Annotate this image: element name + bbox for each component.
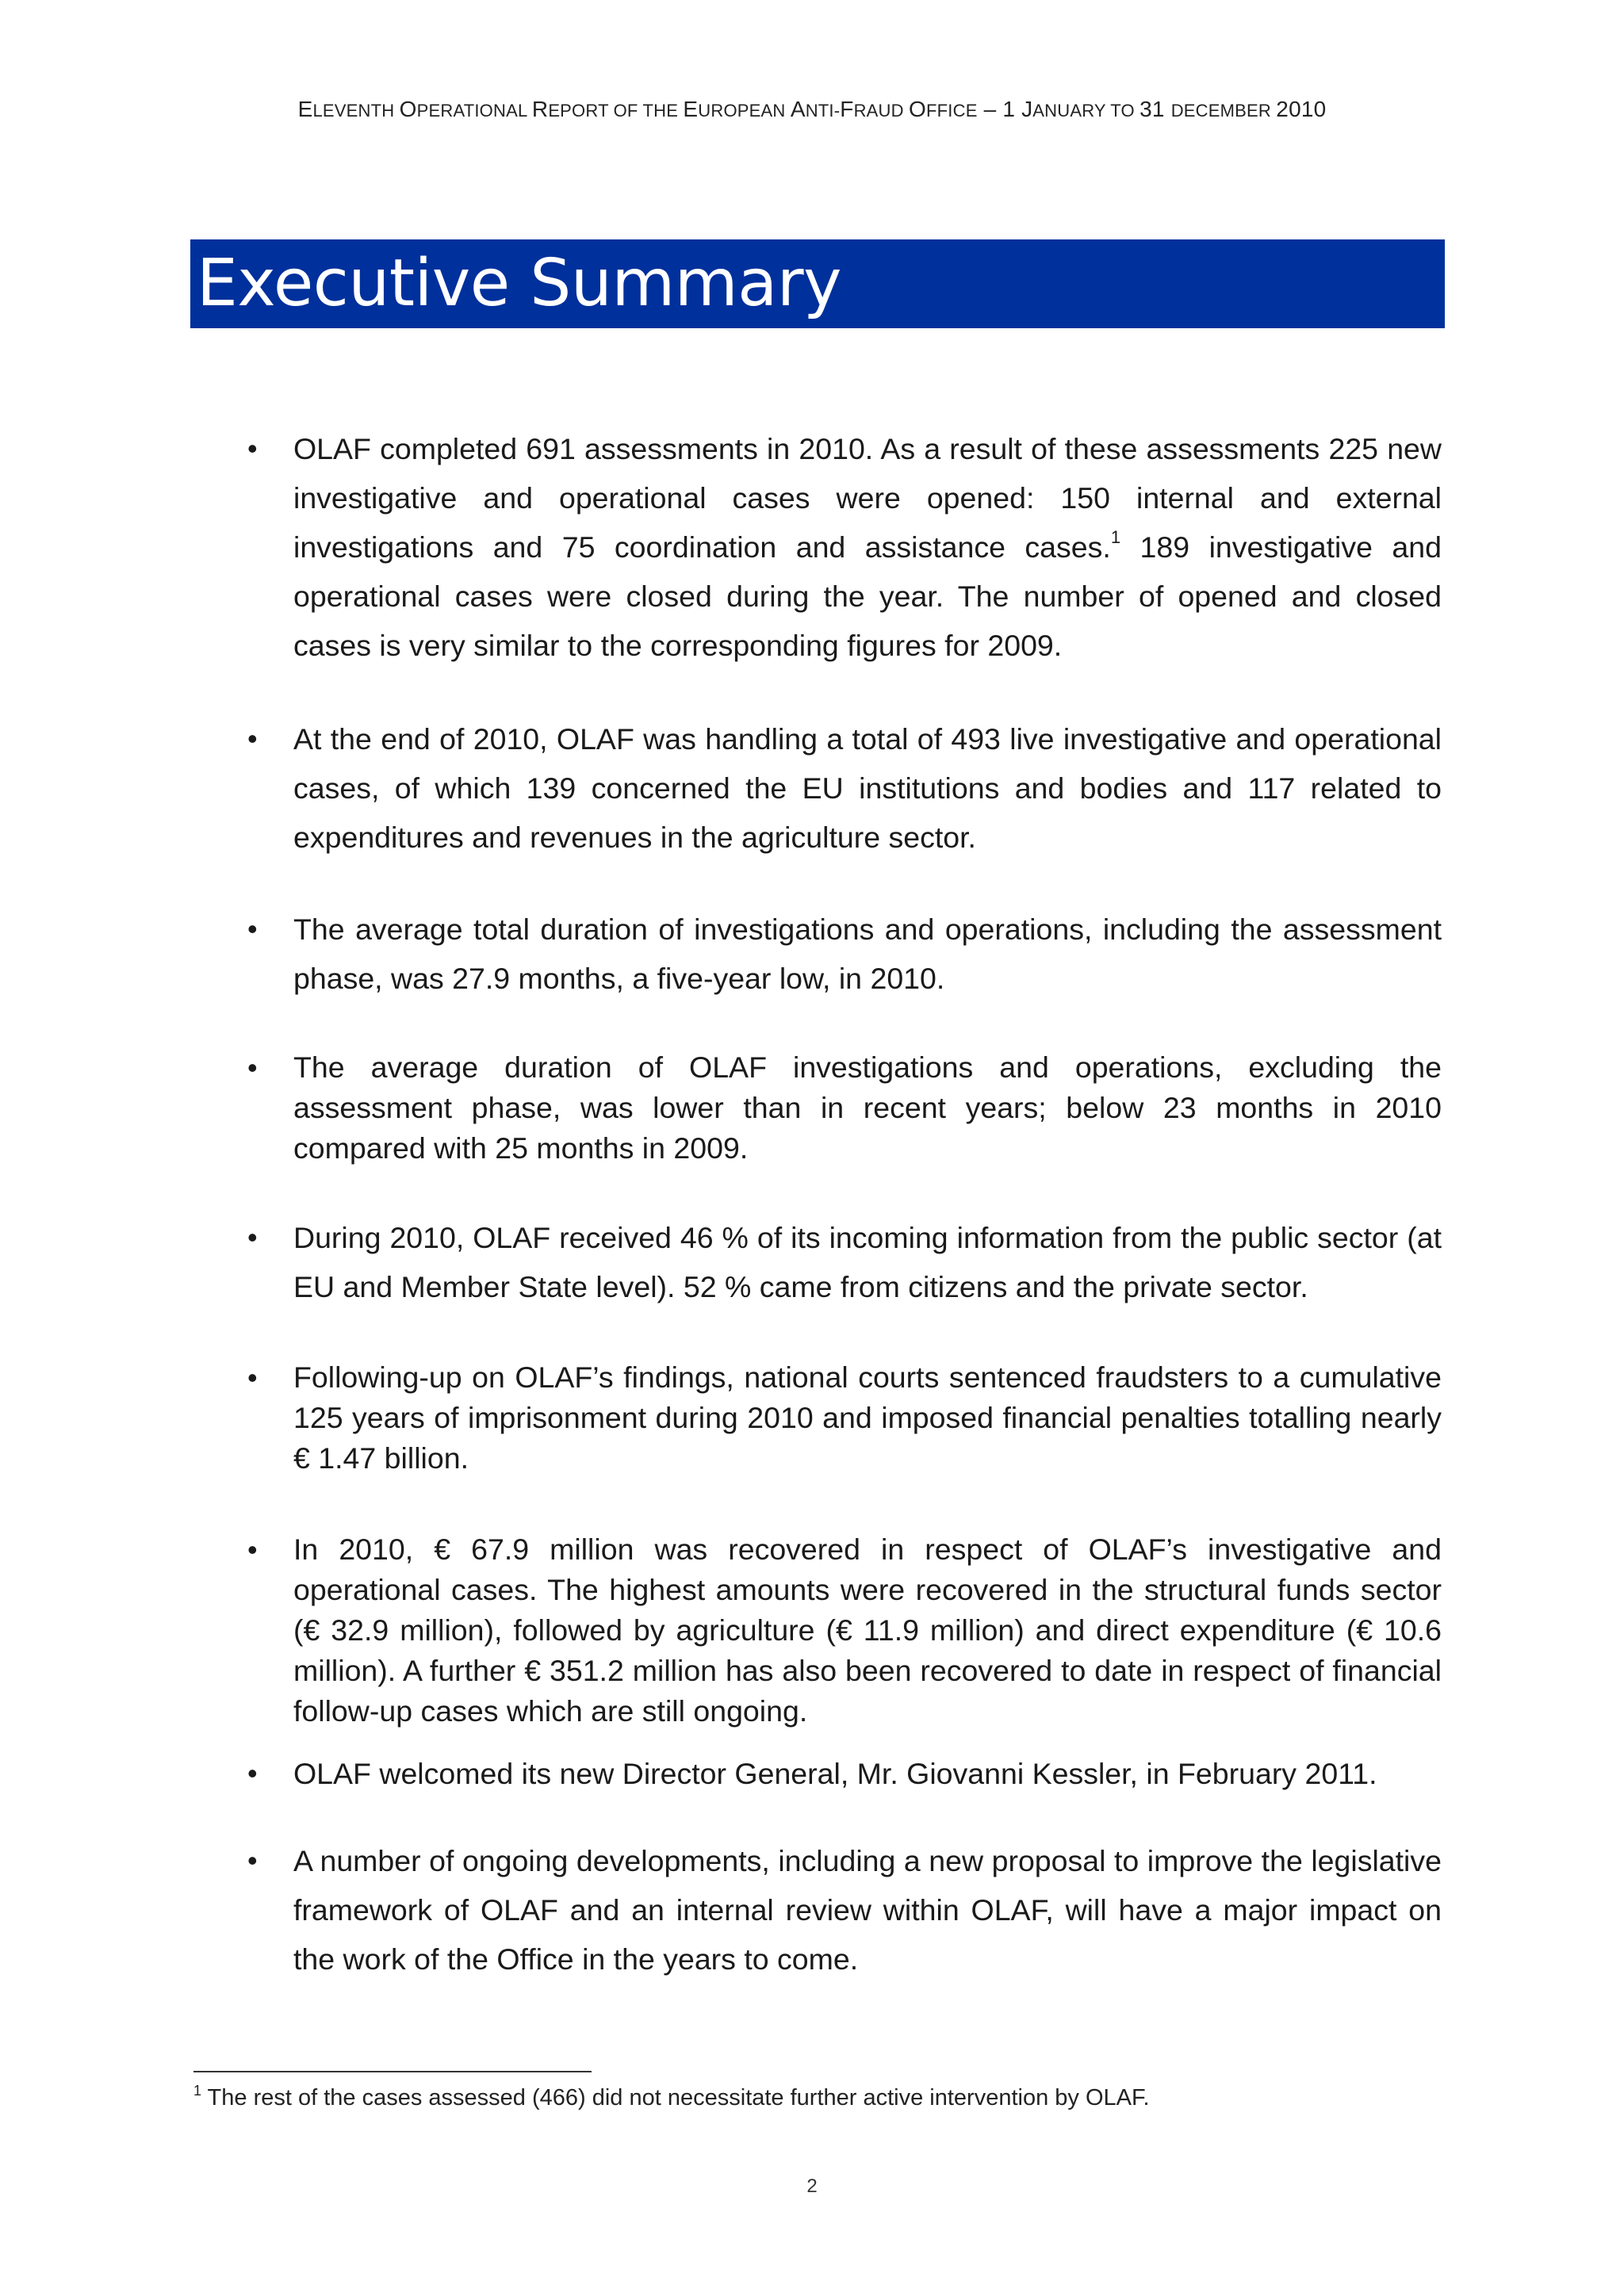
bullet-item [247, 1529, 1442, 1732]
bullet-item [247, 714, 1442, 862]
bullet-item [247, 1749, 1442, 1798]
bullet-item [247, 1357, 1442, 1479]
header-part: E [683, 97, 699, 121]
footnote-text: The rest of the cases assessed (466) did not necessitate further active intervention by OLAF. [201, 2085, 1150, 2110]
footnote-marker: 1 [193, 2083, 202, 2099]
bullet-text: At the end of 2010, OLAF was handling a total of 493 live investigative and operational cases, of which 139 concerned the EU institutions and bodies and 117 related to expenditures and revenues in the agriculture sector. [293, 722, 1442, 854]
header-part: ANUARY TO [1032, 101, 1140, 121]
bullet-marker: • [247, 1757, 258, 1789]
header-part: LEVENTH [312, 101, 400, 121]
bullet-text: OLAF completed 691 assessments in 2010. As a result of these assessments 225 new investigative and operational cases were opened: 150 internal and external investigations and 75 coordination and assistance cases. [293, 432, 1442, 564]
bullet-text: Following-up on OLAF’s findings, national courts sentenced fraudsters to a cumulative 125 years of imprisonment during 2010 and imposed financial penalties totalling nearly € 1.47 billion. [293, 1360, 1442, 1475]
header-part: R [531, 97, 549, 121]
footnote-reference[interactable]: 1 [1110, 527, 1121, 547]
header-part: J [1021, 97, 1033, 121]
header-part: 31 [1139, 97, 1171, 121]
header-part: RAUD [853, 101, 910, 121]
bullet-marker: • [247, 913, 258, 945]
section-title: Executive Summary [197, 246, 842, 321]
bullet-text: The average duration of OLAF investigations and operations, excluding the assessment phase, was lower than in recent years; below 23 months in 2010 compared with 25 months in 2009. [293, 1050, 1442, 1165]
bullet-marker: • [247, 1221, 258, 1253]
header-part: UROPEAN [698, 101, 791, 121]
header-part: PERATIONAL [416, 101, 532, 121]
bullet-marker: • [247, 432, 258, 465]
bullet-item [247, 905, 1442, 1003]
header-part: O [399, 97, 417, 121]
bullet-text: During 2010, OLAF received 46 % of its incoming information from the public sector (at EU and Member State level). 52 % came from citizens and the private sector. [293, 1221, 1442, 1303]
bullet-item [247, 1047, 1442, 1169]
header-part: FFICE [926, 101, 978, 121]
header-part: E [297, 97, 313, 121]
bullet-text-continued: 189 investigative and operational cases were closed during the year. The number of opened and closed cases is very similar to the corresponding figures for 2009. [293, 530, 1442, 662]
bullet-item [247, 424, 1442, 670]
header-part: 2010 [1276, 97, 1327, 121]
bullet-text: A number of ongoing developments, including a new proposal to improve the legislative framework of OLAF and an internal review within OLAF, will have a major impact on the work of the Office in the years to come. [293, 1844, 1442, 1976]
header-part: – 1 [977, 97, 1022, 121]
header-part: F [840, 97, 854, 121]
summary-bullet-list [247, 424, 1442, 1984]
footnote [193, 2085, 1462, 2111]
bullet-marker: • [247, 1361, 258, 1394]
bullet-marker: • [247, 722, 258, 755]
header-part: EPORT OF THE [548, 101, 684, 121]
bullet-item [247, 1836, 1442, 1984]
footnote-separator [193, 2071, 592, 2072]
bullet-text: The average total duration of investigations and operations, including the assessment phase, was 27.9 months, a five-year low, in 2010. [293, 913, 1442, 995]
running-header [0, 97, 1624, 122]
bullet-text: OLAF welcomed its new Director General, Mr. Giovanni Kessler, in February 2011. [293, 1757, 1377, 1790]
header-part: A [790, 97, 806, 121]
section-title-bar [190, 239, 1445, 328]
bullet-marker: • [247, 1844, 258, 1877]
header-part: DECEMBER [1170, 101, 1277, 121]
bullet-text: In 2010, € 67.9 million was recovered in respect of OLAF’s investigative and operational cases. The highest amounts were recovered in the structural funds sector (€ 32.9 million), followed by agriculture (€ 11.9 million) and direct expenditure (€ 10.6 million). A further € 351.2 million has also been recovered to date in respect of financial follow-up cases which are still ongoing. [293, 1533, 1442, 1728]
bullet-marker: • [247, 1051, 258, 1084]
header-part: NTI- [805, 101, 841, 121]
header-part: O [909, 97, 927, 121]
page-number: 2 [806, 2175, 818, 2197]
bullet-marker: • [247, 1533, 258, 1566]
bullet-item [247, 1213, 1442, 1311]
